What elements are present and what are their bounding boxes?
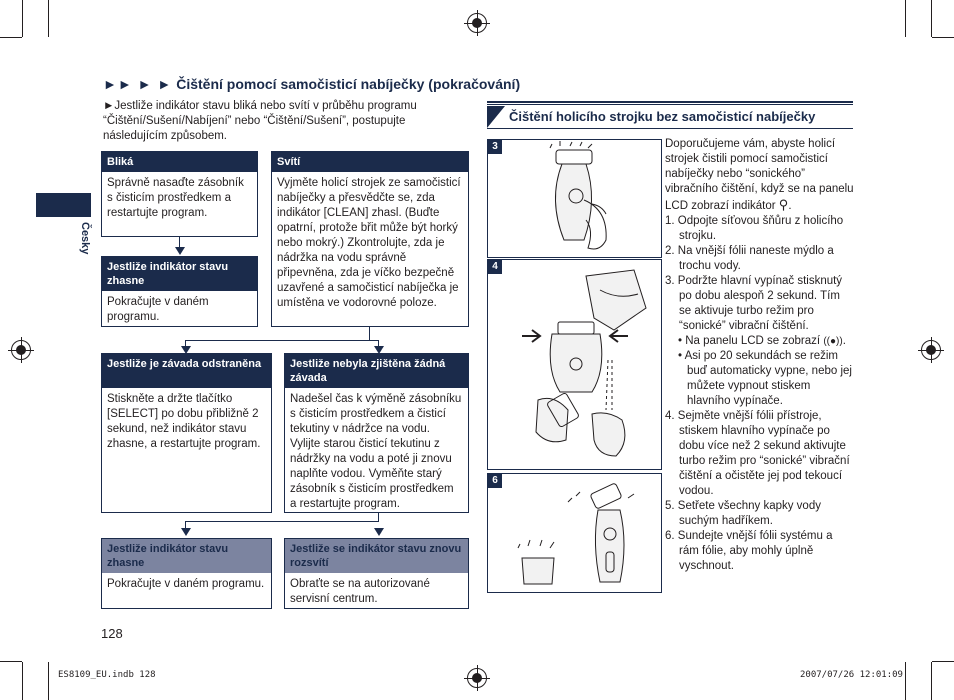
registration-mark-left bbox=[11, 340, 31, 360]
shaver-drop-illustration bbox=[488, 140, 662, 258]
registration-mark-right bbox=[921, 340, 941, 360]
box-nezjistena-body: Nadešel čas k výměně zásobníku s čisticím prostředkem a čisticí tekutiny v nádržce na vodu. Vylijte starou čisticí tekutinu z nádržky na vodu a poté ji znovu naplňte vodou. Vyměňte starý zásobník s čisticím prostředkem a restartujte program. bbox=[290, 393, 462, 510]
bullet-2: • Asi po 20 sekundách se režim buď automaticky vypne, nebo jej můžete vypnout stiskem hlavního vypínače. bbox=[678, 350, 852, 407]
section-arrows: ►► ► ► bbox=[103, 76, 173, 92]
sonic-icon: ((●)) bbox=[823, 336, 843, 347]
box-sviti-head: Svítí bbox=[272, 152, 468, 172]
box-rozsviti-head: Jestliže se indikátor stavu znovu rozsvítí bbox=[285, 539, 468, 573]
box-odstranena-body: Stiskněte a držte tlačítko [SELECT] po dobu přibližně 2 sekund, než indikátor stavu zhasne, a restartujte program. bbox=[107, 393, 261, 450]
illustration-panel-6 bbox=[487, 473, 662, 593]
steps-list bbox=[665, 214, 855, 334]
footer-file: ES8109_EU.indb 128 bbox=[58, 670, 156, 680]
step-4: 4. Sejměte vnější fólii přístroje, stiskem hlavního vypínače po dobu více než 2 sekund aktivujte turbo režim pro “sonické” vibrační čištění a očistěte jej pod tekoucí vodou. bbox=[665, 410, 850, 497]
step-1: 1. Odpojte síťovou šňůru z holicího strojku. bbox=[665, 215, 844, 242]
box-rozsviti bbox=[284, 538, 469, 609]
panel-number-3: 3 bbox=[488, 140, 502, 154]
box-nezjistena-head: Jestliže nebyla zjištěna žádná závada bbox=[285, 354, 468, 388]
registration-mark-top bbox=[467, 13, 487, 33]
step-2: 2. Na vnější fólii naneste mýdlo a trochu vody. bbox=[665, 245, 834, 272]
box-sviti-body: Vyjměte holicí strojek ze samočisticí nabíječky a přesvědčte se, zda indikátor [CLEAN] zhasl. (Buďte opatrní, protože břit může být horký nebo mokrý.) Zkontrolujte, zda je nádržka na vodu správně připevněna, zda je víčko bezpečně uzavřené a samočisticí nabíječka je umístěna ve vodorovné poloze. bbox=[277, 177, 461, 309]
box-blika-head: Bliká bbox=[102, 152, 257, 172]
step-3: 3. Podržte hlavní vypínač stisknutý po dobu alespoň 2 sekund. Tím se aktivuje turbo režim pro “sonické” vibrační čištění. bbox=[665, 275, 843, 332]
step-5: 5. Setřete všechny kapky vody suchým hadříkem. bbox=[665, 500, 821, 527]
right-text bbox=[665, 137, 855, 574]
illustration-panel-4 bbox=[487, 259, 662, 470]
box-blika bbox=[101, 151, 258, 237]
box-nezjistena bbox=[284, 353, 469, 513]
box-blika-body: Správně nasaďte zásobník s čisticím prostředkem a restartujte program. bbox=[107, 177, 244, 219]
right-section-title: Čištění holicího strojku bez samočisticí nabíječky bbox=[509, 109, 816, 124]
shaver-drying-illustration bbox=[488, 474, 662, 593]
box-zhasne-1-body: Pokračujte v daném programu. bbox=[107, 296, 209, 323]
box-zhasne-1 bbox=[101, 256, 258, 327]
box-sviti bbox=[271, 151, 469, 327]
footer-date: 2007/07/26 12:01:09 bbox=[800, 670, 903, 680]
panel-number-4: 4 bbox=[488, 260, 502, 274]
box-zhasne-2-body: Pokračujte v daném programu. bbox=[107, 578, 265, 590]
panel-number-6: 6 bbox=[488, 474, 502, 488]
language-tab bbox=[36, 193, 91, 217]
section-title-text: Čištění pomocí samočisticí nabíječky (pokračování) bbox=[176, 76, 521, 92]
box-odstranena bbox=[101, 353, 272, 513]
steps-list-2 bbox=[665, 409, 855, 574]
page-number: 128 bbox=[101, 626, 123, 641]
illustration-panel-3 bbox=[487, 139, 662, 258]
box-rozsviti-body: Obraťte se na autorizované servisní centrum. bbox=[290, 578, 430, 605]
box-odstranena-head: Jestliže je závada odstraněna bbox=[102, 354, 271, 388]
registration-mark-bottom bbox=[467, 668, 487, 688]
box-zhasne-2-head: Jestliže indikátor stavu zhasne bbox=[102, 539, 271, 573]
bullet-1: • Na panelu LCD se zobrazí ((●)). bbox=[678, 335, 846, 347]
step-6: 6. Sundejte vnější fólii systému a rám fólie, aby mohly úplně vyschnout. bbox=[665, 530, 833, 572]
right-intro: Doporučujeme vám, abyste holicí strojek čistili pomocí samočisticí nabíječky nebo “sonického” vibračního čištění, když se na panelu LCD zobrazí indikátor ⚲. bbox=[665, 138, 854, 212]
foil-washing-illustration bbox=[488, 260, 662, 470]
section-title bbox=[103, 76, 520, 92]
language-label: Česky bbox=[79, 222, 91, 255]
box-zhasne-2 bbox=[101, 538, 272, 609]
box-zhasne-1-head: Jestliže indikátor stavu zhasne bbox=[102, 257, 257, 291]
intro-text: ►Jestliže indikátor stavu bliká nebo svítí v průběhu programu “Čištění/Sušení/Nabíjení” nebo “Čištění/Sušení”, postupujte následujícím způsobem. bbox=[103, 100, 417, 142]
faucet-icon: ⚲ bbox=[778, 197, 789, 212]
